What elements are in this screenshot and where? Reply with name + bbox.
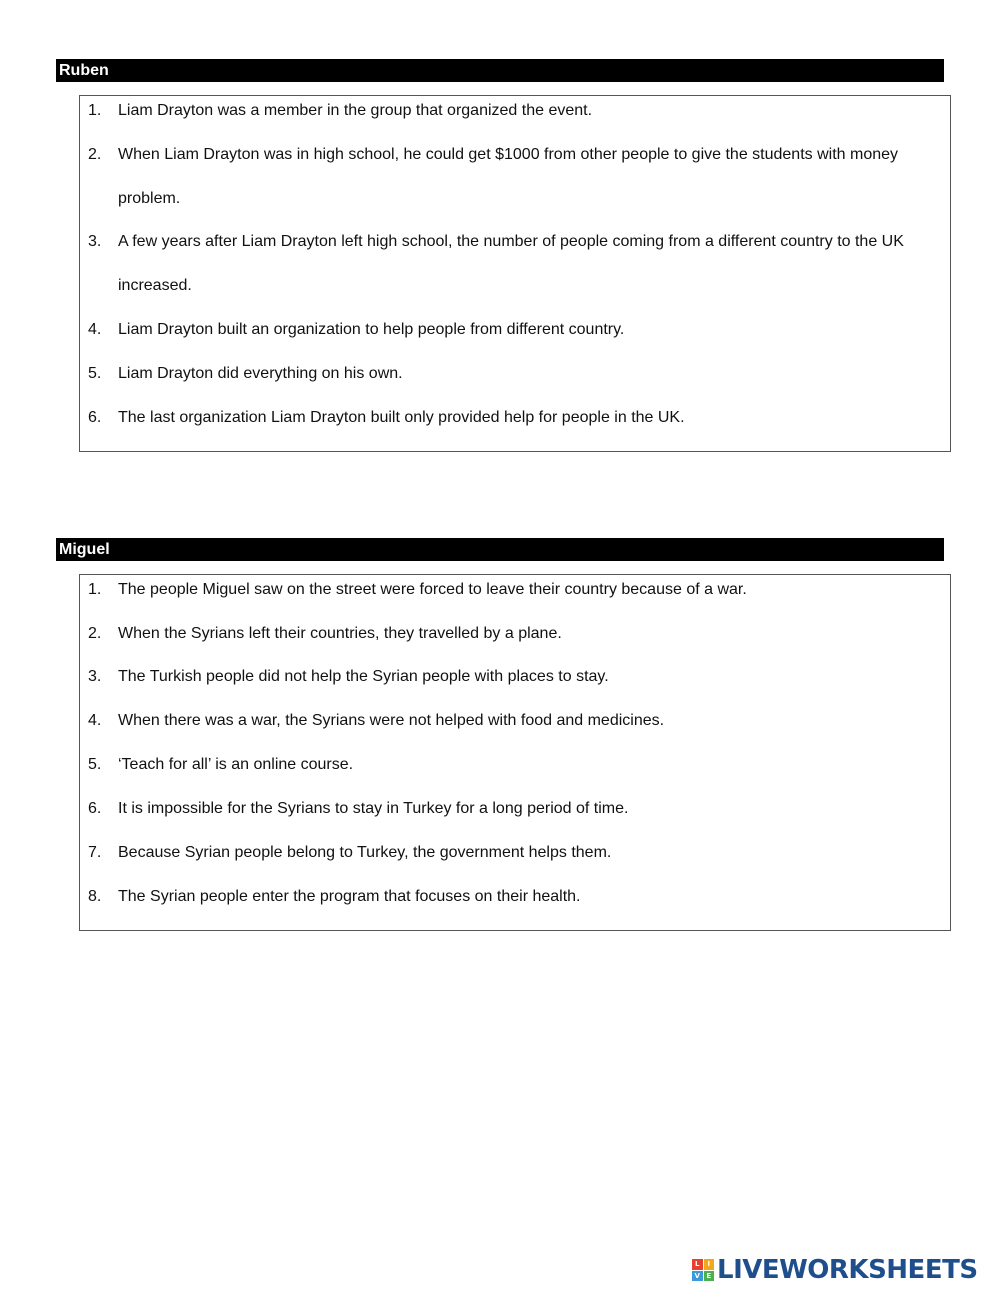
item-text: Because Syrian people belong to Turkey, the government helps them. [118, 844, 612, 861]
question-box-ruben [79, 95, 951, 452]
item-number: 2. [88, 146, 102, 163]
item-text-continued: increased. [118, 277, 192, 294]
item-text: The people Miguel saw on the street were forced to leave their country because of a war. [118, 581, 747, 598]
logo-mark-tile: E [704, 1271, 715, 1282]
item-number: 6. [88, 800, 102, 817]
item-text: Liam Drayton was a member in the group that organized the event. [118, 102, 593, 119]
item-text: The Turkish people did not help the Syrian people with places to stay. [118, 668, 609, 685]
item-text: When there was a war, the Syrians were not helped with food and medicines. [118, 712, 665, 729]
item-text: Liam Drayton built an organization to help people from different country. [118, 321, 625, 338]
item-number: 6. [88, 409, 102, 426]
item-number: 2. [88, 625, 102, 642]
item-text: It is impossible for the Syrians to stay in Turkey for a long period of time. [118, 800, 629, 817]
item-text: Liam Drayton did everything on his own. [118, 365, 403, 382]
item-number: 3. [88, 668, 102, 685]
item-number: 5. [88, 756, 102, 773]
item-number: 4. [88, 321, 102, 338]
section-title-miguel: Miguel [56, 538, 944, 561]
question-box-miguel [79, 574, 951, 931]
item-text: When the Syrians left their countries, they travelled by a plane. [118, 625, 562, 642]
item-text: A few years after Liam Drayton left high school, the number of people coming from a different country to the UK [118, 233, 904, 250]
item-number: 7. [88, 844, 102, 861]
item-text: The last organization Liam Drayton built only provided help for people in the UK. [118, 409, 685, 426]
item-number: 8. [88, 888, 102, 905]
item-number: 4. [88, 712, 102, 729]
item-text: The Syrian people enter the program that focuses on their health. [118, 888, 581, 905]
item-number: 5. [88, 365, 102, 382]
logo-mark-icon [692, 1259, 714, 1281]
item-number: 3. [88, 233, 102, 250]
item-text: When Liam Drayton was in high school, he could get $1000 from other people to give the students with money [118, 146, 899, 163]
item-number: 1. [88, 102, 102, 119]
liveworksheets-logo [692, 1256, 978, 1284]
item-number: 1. [88, 581, 102, 598]
logo-mark-tile: V [692, 1271, 703, 1282]
logo-mark-tile: I [704, 1259, 715, 1270]
item-text: ‘Teach for all’ is an online course. [118, 756, 354, 773]
item-text-continued: problem. [118, 190, 181, 207]
logo-mark-tile: L [692, 1259, 703, 1270]
logo-text: LIVEWORKSHEETS [717, 1255, 978, 1285]
section-title-ruben: Ruben [56, 59, 944, 82]
